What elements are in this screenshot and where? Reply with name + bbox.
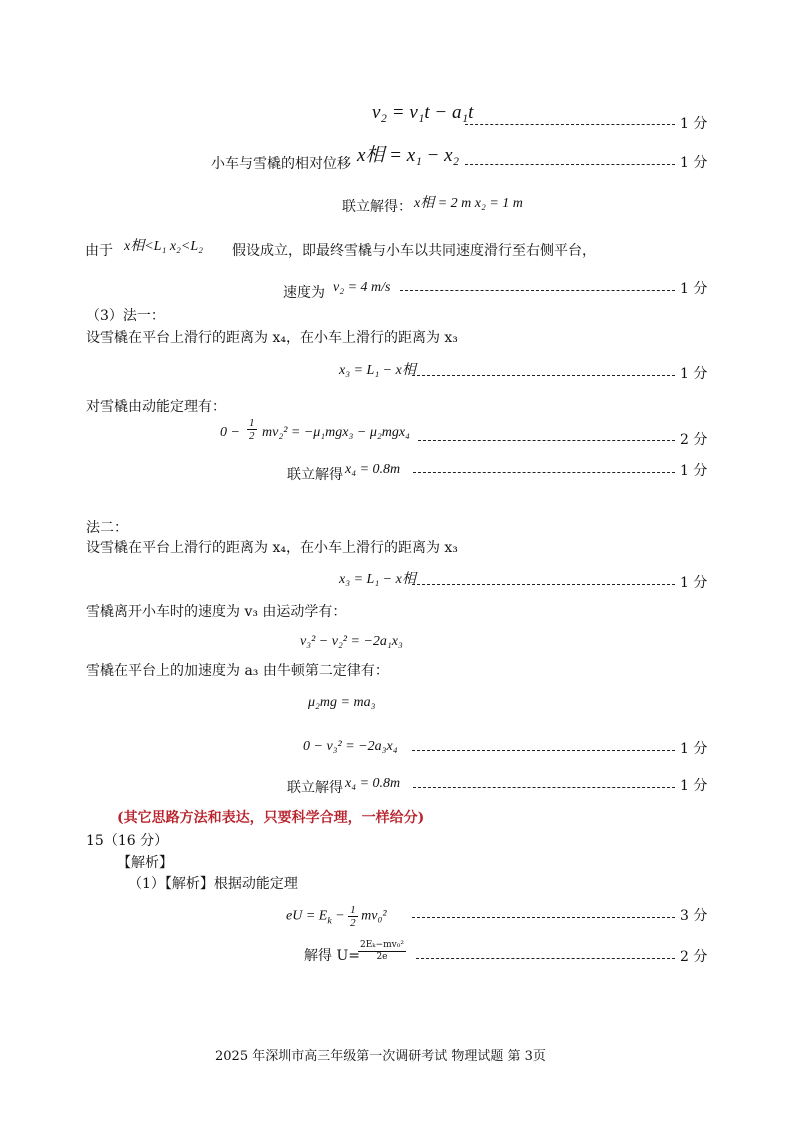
- dash-leader: [413, 787, 675, 788]
- eq-subscript: k: [327, 915, 332, 927]
- fraction-denominator: 2: [350, 917, 356, 929]
- text-setup-2: 设雪橇在平台上滑行的距离为 x₄，在小车上滑行的距离为 x₃: [86, 540, 458, 556]
- fraction-u: [358, 940, 406, 963]
- note-alternative-methods: (其它思路方法和表达，只要科学合理，一样给分): [117, 810, 425, 826]
- text-newton-second: 雪橇在平台上的加速度为 a₃ 由牛顿第二定律有：: [86, 663, 389, 679]
- dash-leader: [412, 750, 675, 751]
- equation-kinetic-energy: [286, 904, 387, 932]
- dash-leader: [412, 917, 675, 918]
- score-mark: 1 分: [680, 155, 708, 171]
- equation-x3: x₃ = L₁ − x相: [339, 363, 416, 378]
- text-relative-displacement: 小车与雪橇的相对位移: [211, 156, 351, 172]
- eq-part: −: [335, 908, 345, 924]
- equation-energy-a: 0 −: [220, 425, 240, 440]
- dash-leader: [412, 375, 675, 376]
- text-solve: 联立解得：: [342, 199, 412, 215]
- page-footer: 2025 年深圳市高三年级第一次调研考试 物理试题 第 3页: [215, 1049, 546, 1064]
- fraction-numerator: 1: [350, 904, 356, 916]
- equation-kinematics: v₃² − v₂² = −2a₁x₃: [300, 634, 403, 649]
- fraction-numerator: 1: [249, 417, 255, 429]
- section-method-one: （3）法一：: [86, 308, 165, 324]
- text-energy-theorem: 对雪橇由动能定理有：: [86, 399, 226, 415]
- part-1-heading: （1）【解析】根据动能定理: [128, 876, 298, 892]
- score-mark: 2 分: [680, 949, 708, 965]
- score-mark: 1 分: [680, 116, 708, 132]
- equation-x4: x₄ = 0.8m: [345, 776, 401, 791]
- text-setup-1: 设雪橇在平台上滑行的距离为 x₄，在小车上滑行的距离为 x₃: [86, 330, 458, 346]
- score-mark: 1 分: [680, 463, 708, 479]
- equation-conditions: x相<L₁ x₂<L₂: [124, 239, 203, 254]
- fraction-denominator: 2: [249, 430, 255, 442]
- section-method-two: 法二：: [86, 520, 128, 536]
- score-mark: 1 分: [680, 741, 708, 757]
- score-mark: 1 分: [680, 778, 708, 794]
- dash-leader: [465, 124, 675, 125]
- text-solve-u: 解得 U=: [304, 948, 360, 964]
- equation-x4: x₄ = 0.8m: [345, 462, 401, 477]
- equation-v2-value: v₂ = 4 m/s: [333, 280, 391, 295]
- fraction-half: [348, 904, 358, 929]
- equation-x-relative: x相 = x₁ − x₂: [357, 145, 460, 166]
- dash-leader: [412, 584, 675, 585]
- eq-part: mv₀²: [361, 908, 387, 924]
- equation-newton: μ₂mg = ma₃: [308, 695, 376, 710]
- equation-v2: v₂ = v₁t − a₁t: [372, 102, 474, 123]
- text-assumption: 假设成立，即最终雪橇与小车以共同速度滑行至右侧平台，: [232, 243, 596, 259]
- equation-deceleration: 0 − v₃² = −2a₃x₄: [303, 739, 398, 754]
- equation-results: x相 = 2 m x₂ = 1 m: [414, 196, 523, 211]
- eq-part: eU = E: [286, 908, 328, 924]
- text-kinematics: 雪橇离开小车时的速度为 v₃ 由运动学有：: [86, 604, 347, 620]
- dash-leader: [418, 440, 675, 441]
- score-mark: 1 分: [680, 575, 708, 591]
- score-mark: 1 分: [680, 281, 708, 297]
- score-mark: 2 分: [680, 432, 708, 448]
- dash-leader: [413, 472, 675, 473]
- text-velocity: 速度为: [283, 285, 325, 301]
- text-since: 由于: [85, 243, 113, 259]
- equation-energy-b: mv₂² = −μ₁mgx₃ − μ₂mgx₄: [262, 425, 410, 440]
- fraction-half: [247, 417, 257, 442]
- text-solve: 联立解得: [287, 467, 343, 483]
- fraction-denominator: 2e: [376, 952, 388, 962]
- dash-leader: [465, 164, 675, 165]
- dash-leader: [416, 958, 675, 959]
- score-mark: 1 分: [680, 366, 708, 382]
- question-15-header: 15（16 分）: [86, 833, 169, 849]
- fraction-numerator: 2Eₖ−mv₀²: [360, 940, 404, 950]
- dash-leader: [400, 290, 675, 291]
- text-solve: 联立解得: [287, 780, 343, 796]
- equation-x3: x₃ = L₁ − x相: [339, 572, 416, 587]
- score-mark: 3 分: [680, 908, 708, 924]
- analysis-heading: 【解析】: [117, 855, 173, 871]
